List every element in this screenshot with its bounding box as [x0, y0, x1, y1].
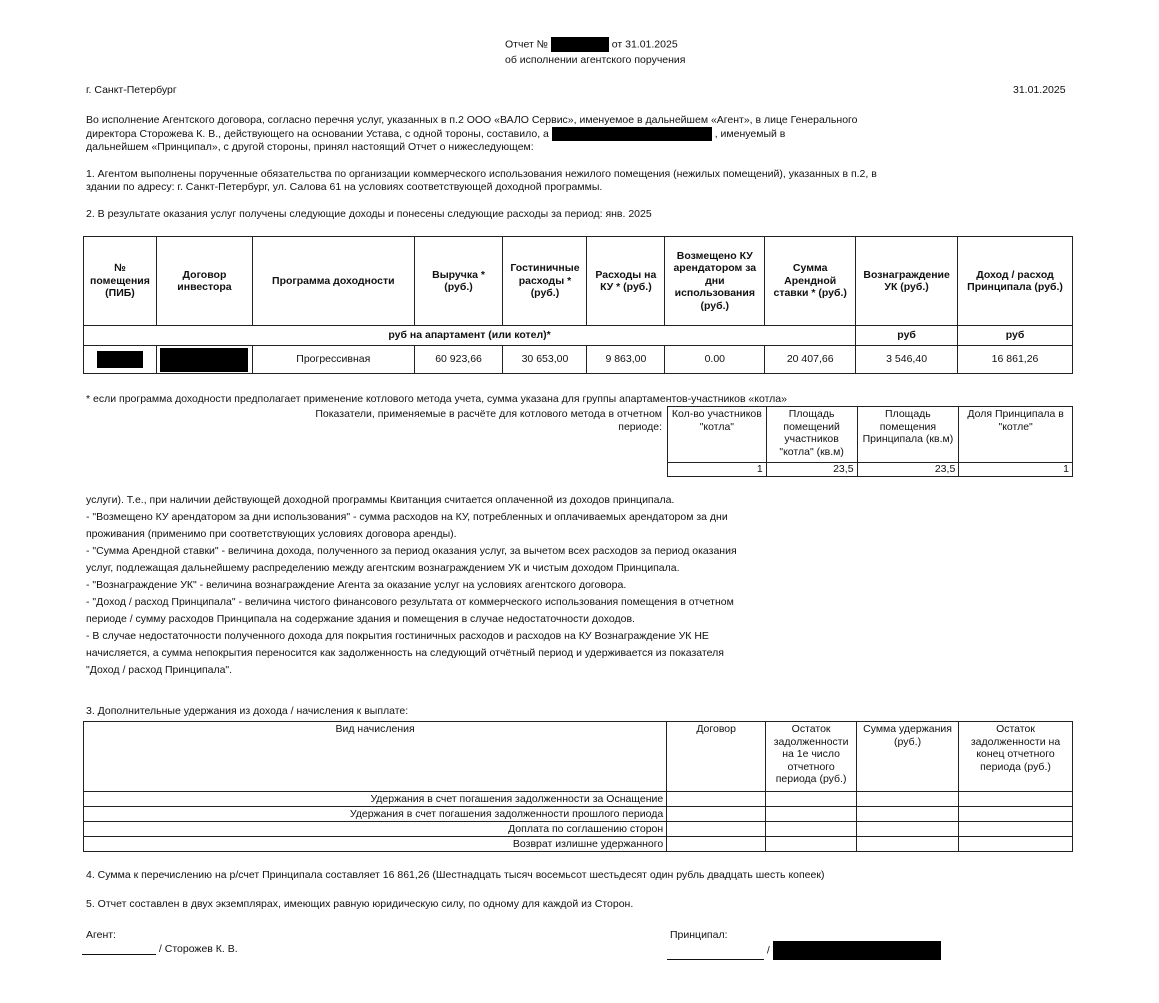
- cell-charge-type: Удержания в счет погашения задолженности за Оснащение: [84, 792, 667, 807]
- income-table: [83, 236, 1073, 374]
- cell-empty: [766, 837, 857, 852]
- deductions-table: [83, 721, 1073, 852]
- table-row: [84, 346, 1073, 374]
- report-title-date: от 31.01.2025: [611, 38, 678, 51]
- note-line: - "Вознаграждение УК" - величина вознаграждение Агента за оказание услуг на условиях агентского договора.: [86, 579, 627, 591]
- cell-empty: [959, 837, 1073, 852]
- cell-empty: [667, 807, 766, 822]
- header-room: № помещения (ПИБ): [84, 237, 157, 326]
- header-ku-expenses: Расходы на КУ * (руб.): [587, 237, 665, 326]
- note-line: - "Доход / расход Принципала" - величина чистого финансового результата от коммерческого использования помещения в отчетном: [86, 596, 734, 608]
- cell-empty: [766, 822, 857, 837]
- agent-signature: [82, 943, 238, 955]
- note-line: услуги). Т.е., при наличии действующей доходной программы Квитанция считается оплаченной из доходов принципала.: [86, 494, 675, 506]
- cell-empty: [857, 837, 959, 852]
- header-principal-income: Доход / расход Принципала (руб.): [958, 237, 1073, 326]
- intro-line: Во исполнение Агентского договора, согласно перечня услуг, указанных в п.2 ООО «ВАЛО Сервис», именуемое в дальнейшем «Агент», в лице Генерального: [86, 114, 858, 126]
- cell-empty: [857, 807, 959, 822]
- note-line: проживания (применимо при соответствующих условиях договора аренды).: [86, 528, 457, 540]
- unit-income: руб: [958, 326, 1073, 346]
- intro-line-part: директора Сторожева К. В., действующего на основании Устава, с одной тороны, составило, а: [86, 127, 549, 140]
- cell-refund: 0.00: [665, 346, 765, 374]
- paragraph-2: 2. В результате оказания услуг получены следующие доходы и понесены следующие расходы за период: янв. 2025: [86, 208, 652, 220]
- header-program: Программа доходности: [252, 237, 414, 326]
- paragraph-line: 1. Агентом выполнены порученные обязательства по организации коммерческого использования нежилого помещения (нежилых помещений), указанных в п.2, в: [86, 168, 877, 180]
- header-pool-count: Кол-во участников "котла": [668, 407, 767, 463]
- note-line: - В случае недостаточности полученного дохода для покрытия гостиничных расходов и расходов на КУ Вознаграждение УК НЕ: [86, 630, 709, 642]
- cell-empty: [857, 822, 959, 837]
- table-row: [668, 463, 1073, 477]
- intro-line: дальнейшем «Принципал», с другой стороны, принял настоящий Отчет о нижеследующем:: [86, 141, 534, 153]
- note-line: услуг, подлежащая дальнейшему распределению между агентским вознаграждением УК и чистым доходом Принципала.: [86, 562, 680, 574]
- report-subtitle: об исполнении агентского поручения: [505, 54, 686, 66]
- principal-label: Принципал:: [670, 929, 728, 941]
- cell-empty: [857, 792, 959, 807]
- cell-empty: [959, 792, 1073, 807]
- principal-slash: /: [766, 944, 770, 957]
- agent-name: / Сторожев К. В.: [158, 943, 238, 955]
- income-table-units-row: [84, 326, 1073, 346]
- paragraph-5: 5. Отчет составлен в двух экземплярах, имеющих равную юридическую силу, по одному для каждой из Сторон.: [86, 898, 634, 910]
- cell-empty: [959, 807, 1073, 822]
- paragraph-3: 3. Дополнительные удержания из дохода / начисления к выплате:: [86, 705, 409, 717]
- cell-ku: 9 863,00: [587, 346, 665, 374]
- header-principal-share: Доля Принципала в "котле": [959, 407, 1073, 463]
- table-row: [84, 792, 1073, 807]
- header-revenue: Выручка * (руб.): [414, 237, 503, 326]
- place-label: г. Санкт-Петербург: [86, 84, 177, 96]
- cell-empty: [766, 807, 857, 822]
- cell-income: 16 861,26: [958, 346, 1073, 374]
- header-reward: Вознаграждение УК (руб.): [856, 237, 958, 326]
- table-row: [84, 837, 1073, 852]
- pool-indicators-label: Показатели, применяемые в расчёте для котлового метода в отчетном периоде:: [315, 408, 662, 433]
- income-table-header-row: [84, 237, 1073, 326]
- note-line: периоде / сумму расходов Принципала на содержание здания и помещения в случае недостаточности доходов.: [86, 613, 635, 625]
- note-line: "Доход / расход Принципала".: [86, 664, 233, 676]
- cell-empty: [667, 822, 766, 837]
- principal-signature: [667, 941, 941, 960]
- cell-rent: 20 407,66: [765, 346, 856, 374]
- cell-pool-count: 1: [668, 463, 767, 477]
- notes-block: [86, 492, 737, 679]
- paragraph-1: [86, 168, 877, 194]
- note-line: начисляется, а сумма непокрытия переносится как задолженность на следующий отчётный период и удерживается из показателя: [86, 647, 724, 659]
- pool-table-header-row: [668, 407, 1073, 463]
- cell-charge-type: Возврат излишне удержанного: [84, 837, 667, 852]
- note-line: - "Возмещено КУ арендатором за дни использования" - сумма расходов на КУ, потребленных и оплачиваемых арендатором за дни: [86, 511, 728, 523]
- note-line: - "Сумма Арендной ставки" - величина дохода, полученного за период оказания услуг, за вычетом всех расходов за период оказания: [86, 545, 737, 557]
- intro-line-part: , именуемый в: [714, 127, 786, 140]
- cell-contract: [156, 346, 252, 374]
- pool-table: [667, 406, 1073, 477]
- table-row: [84, 807, 1073, 822]
- report-date: 31.01.2025: [1013, 84, 1066, 96]
- signature-line: [82, 943, 156, 955]
- cell-empty: [959, 822, 1073, 837]
- cell-pool-area: 23,5: [766, 463, 857, 477]
- cell-reward: 3 546,40: [856, 346, 958, 374]
- header-contract: Договор: [667, 722, 766, 792]
- intro-paragraph: [86, 114, 857, 154]
- paragraph-line: здании по адресу: г. Санкт-Петербург, ул. Салова 61 на условиях соответствующей доходной программы.: [86, 181, 603, 193]
- header-principal-area: Площадь помещения Принципала (кв.м): [857, 407, 959, 463]
- cell-charge-type: Удержания в счет погашения задолженности прошлого периода: [84, 807, 667, 822]
- units-label: руб на апартамент (или котел)*: [84, 326, 856, 346]
- cell-revenue: 60 923,66: [414, 346, 503, 374]
- redacted-principal-signature-name: [773, 941, 941, 960]
- cell-empty: [766, 792, 857, 807]
- agent-label: Агент:: [86, 929, 116, 941]
- header-debt-start: Остаток задолженности на 1е число отчетного периода (руб.): [766, 722, 857, 792]
- cell-principal-area: 23,5: [857, 463, 959, 477]
- cell-principal-share: 1: [959, 463, 1073, 477]
- redacted-report-number: [551, 37, 609, 52]
- header-pool-area: Площадь помещений участников "котла" (кв.м): [766, 407, 857, 463]
- header-ku-refund: Возмещено КУ арендатором за дни использования (руб.): [665, 237, 765, 326]
- header-debt-end: Остаток задолженности на конец отчетного периода (руб.): [959, 722, 1073, 792]
- footnote: * если программа доходности предполагает применение котлового метода учета, сумма указана для группы апартаментов-участников «котла»: [86, 393, 787, 405]
- cell-charge-type: Доплата по соглашению сторон: [84, 822, 667, 837]
- cell-empty: [667, 792, 766, 807]
- header-withheld: Сумма удержания (руб.): [857, 722, 959, 792]
- redacted-room-number: [97, 351, 143, 368]
- redacted-contract: [160, 348, 248, 372]
- header-contract: Договор инвестора: [156, 237, 252, 326]
- redacted-principal-name: [552, 127, 712, 141]
- unit-reward: руб: [856, 326, 958, 346]
- cell-program: Прогрессивная: [252, 346, 414, 374]
- deductions-table-header-row: [84, 722, 1073, 792]
- cell-room: [84, 346, 157, 374]
- cell-empty: [667, 837, 766, 852]
- report-title-prefix: Отчет №: [505, 38, 548, 51]
- signature-line: [667, 948, 764, 960]
- cell-hotel: 30 653,00: [503, 346, 587, 374]
- intro-line: [86, 127, 857, 141]
- report-title: [505, 37, 678, 52]
- paragraph-4: 4. Сумма к перечислению на р/счет Принципала составляет 16 861,26 (Шестнадцать тысяч восемьсот шестьдесят один рубль двадцать шесть копеек): [86, 869, 825, 881]
- header-hotel-expenses: Гостиничные расходы * (руб.): [503, 237, 587, 326]
- header-rent-amount: Сумма Арендной ставки * (руб.): [765, 237, 856, 326]
- header-charge-type: Вид начисления: [84, 722, 667, 792]
- table-row: [84, 822, 1073, 837]
